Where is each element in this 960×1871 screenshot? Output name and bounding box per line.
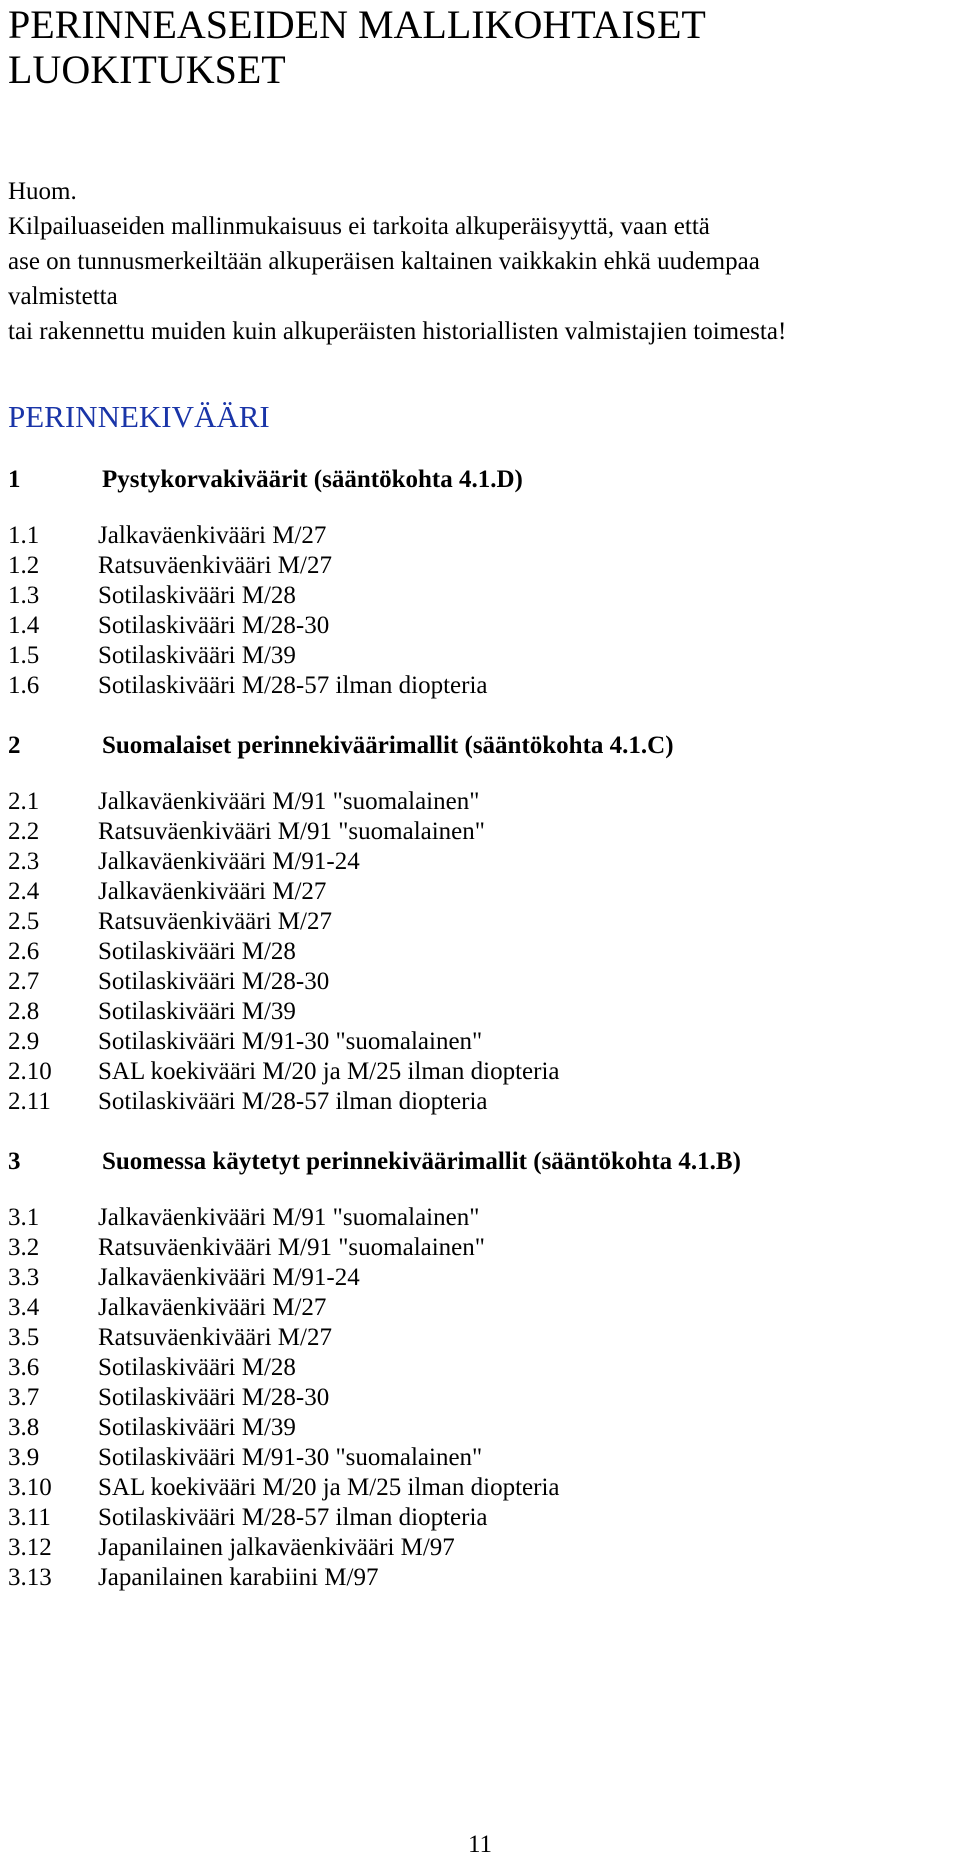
rifle-model-list	[8, 1203, 948, 1593]
item-number: 3.4	[8, 1294, 40, 1321]
item-text: Japanilainen jalkaväenkivääri M/97	[98, 1534, 455, 1561]
item-text: Sotilaskivääri M/28-30	[98, 612, 330, 639]
list-item	[8, 1563, 948, 1593]
item-number: 3.11	[8, 1504, 51, 1531]
item-text: Sotilaskivääri M/39	[98, 1414, 296, 1441]
item-number: 1.5	[8, 642, 40, 669]
list-item	[8, 1413, 948, 1443]
item-text: Ratsuväenkivääri M/27	[98, 552, 332, 579]
list-item	[8, 1323, 948, 1353]
list-item	[8, 551, 948, 581]
item-text: Ratsuväenkivääri M/27	[98, 1324, 332, 1351]
item-text: Sotilaskivääri M/28-57 ilman diopteria	[98, 672, 488, 699]
section-number: 3	[8, 1148, 21, 1175]
section-heading	[8, 462, 948, 497]
item-text: Sotilaskivääri M/28-30	[98, 968, 330, 995]
item-number: 3.5	[8, 1324, 40, 1351]
rifle-model-list	[8, 787, 948, 1117]
list-item	[8, 641, 948, 671]
item-text: Ratsuväenkivääri M/27	[98, 908, 332, 935]
item-number: 2.2	[8, 818, 40, 845]
item-number: 1.4	[8, 612, 40, 639]
list-item	[8, 581, 948, 611]
list-item	[8, 1443, 948, 1473]
item-number: 3.7	[8, 1384, 40, 1411]
item-text: Ratsuväenkivääri M/91 "suomalainen"	[98, 818, 485, 845]
item-text: Sotilaskivääri M/28-57 ilman diopteria	[98, 1088, 488, 1115]
list-item	[8, 907, 948, 937]
item-text: Sotilaskivääri M/91-30 "suomalainen"	[98, 1444, 483, 1471]
list-item	[8, 1383, 948, 1413]
rifle-model-list	[8, 521, 948, 701]
item-text: Ratsuväenkivääri M/91 "suomalainen"	[98, 1234, 485, 1261]
item-number: 2.4	[8, 878, 40, 905]
section-heading-text: Suomalaiset perinnekiväärimallit (sääntökohta 4.1.C)	[102, 732, 674, 759]
item-text: SAL koekivääri M/20 ja M/25 ilman diopteria	[98, 1058, 560, 1085]
item-number: 1.1	[8, 522, 40, 549]
item-text: Jalkaväenkivääri M/27	[98, 878, 327, 905]
item-text: Sotilaskivääri M/28	[98, 582, 296, 609]
item-number: 3.3	[8, 1264, 40, 1291]
list-item	[8, 1233, 948, 1263]
list-item	[8, 1057, 948, 1087]
note-line-2: ase on tunnusmerkeiltään alkuperäisen kaltainen vaikkakin ehkä uudempaa	[8, 248, 760, 275]
list-item	[8, 967, 948, 997]
item-text: Sotilaskivääri M/28	[98, 938, 296, 965]
item-number: 2.8	[8, 998, 40, 1025]
item-number: 1.3	[8, 582, 40, 609]
item-number: 2.9	[8, 1028, 40, 1055]
list-item	[8, 611, 948, 641]
item-number: 3.9	[8, 1444, 40, 1471]
page-number: 11	[467, 1831, 493, 1858]
category-subtitle: PERINNEKIVÄÄRI	[8, 399, 270, 434]
item-text: Japanilainen karabiini M/97	[98, 1564, 379, 1591]
list-item	[8, 1263, 948, 1293]
item-text: Sotilaskivääri M/39	[98, 642, 296, 669]
item-number: 3.12	[8, 1534, 52, 1561]
list-item	[8, 787, 948, 817]
note-line-1: Kilpailuaseiden mallinmukaisuus ei tarkoita alkuperäisyyttä, vaan että	[8, 213, 710, 240]
page-title-line-1: PERINNEASEIDEN MALLIKOHTAISET	[8, 2, 706, 47]
item-text: Sotilaskivääri M/28-57 ilman diopteria	[98, 1504, 488, 1531]
item-number: 3.13	[8, 1564, 52, 1591]
item-number: 2.7	[8, 968, 40, 995]
list-item	[8, 877, 948, 907]
item-text: Jalkaväenkivääri M/91 "suomalainen"	[98, 1204, 480, 1231]
item-text: Jalkaväenkivääri M/91 "suomalainen"	[98, 788, 480, 815]
item-text: Jalkaväenkivääri M/91-24	[98, 848, 360, 875]
list-item	[8, 1027, 948, 1057]
item-text: Sotilaskivääri M/28	[98, 1354, 296, 1381]
list-item	[8, 997, 948, 1027]
item-text: Jalkaväenkivääri M/91-24	[98, 1264, 360, 1291]
item-number: 2.6	[8, 938, 40, 965]
sections-container	[8, 462, 948, 1593]
list-item	[8, 671, 948, 701]
section-heading	[8, 1144, 948, 1179]
item-text: Jalkaväenkivääri M/27	[98, 522, 327, 549]
list-item	[8, 1087, 948, 1117]
item-number: 3.1	[8, 1204, 40, 1231]
item-number: 2.1	[8, 788, 40, 815]
note-label: Huom.	[8, 178, 77, 205]
section-heading	[8, 728, 948, 763]
item-text: Jalkaväenkivääri M/27	[98, 1294, 327, 1321]
document-page	[8, 0, 948, 1593]
item-number: 3.2	[8, 1234, 40, 1261]
list-item	[8, 1203, 948, 1233]
item-number: 1.2	[8, 552, 40, 579]
list-item	[8, 1533, 948, 1563]
section-3	[8, 1144, 948, 1593]
item-text: Sotilaskivääri M/91-30 "suomalainen"	[98, 1028, 483, 1055]
list-item	[8, 1503, 948, 1533]
item-number: 3.10	[8, 1474, 52, 1501]
section-number: 2	[8, 732, 21, 759]
note-line-3: valmistetta	[8, 283, 118, 310]
list-item	[8, 521, 948, 551]
item-text: Sotilaskivääri M/28-30	[98, 1384, 330, 1411]
item-number: 3.6	[8, 1354, 40, 1381]
list-item	[8, 847, 948, 877]
note-block	[8, 174, 948, 349]
item-number: 2.11	[8, 1088, 51, 1115]
section-heading-text: Pystykorvakiväärit (sääntökohta 4.1.D)	[102, 466, 523, 493]
page-title-line-2: LUOKITUKSET	[8, 47, 286, 92]
page-title	[8, 0, 948, 92]
section-2	[8, 728, 948, 1117]
section-heading-text: Suomessa käytetyt perinnekiväärimallit (sääntökohta 4.1.B)	[102, 1148, 741, 1175]
item-text: SAL koekivääri M/20 ja M/25 ilman diopteria	[98, 1474, 560, 1501]
list-item	[8, 817, 948, 847]
list-item	[8, 1353, 948, 1383]
item-number: 3.8	[8, 1414, 40, 1441]
list-item	[8, 937, 948, 967]
list-item	[8, 1293, 948, 1323]
item-number: 2.10	[8, 1058, 52, 1085]
item-number: 2.5	[8, 908, 40, 935]
note-line-4: tai rakennettu muiden kuin alkuperäisten historiallisten valmistajien toimesta!	[8, 318, 787, 345]
section-1	[8, 462, 948, 701]
item-number: 1.6	[8, 672, 40, 699]
item-number: 2.3	[8, 848, 40, 875]
item-text: Sotilaskivääri M/39	[98, 998, 296, 1025]
list-item	[8, 1473, 948, 1503]
section-number: 1	[8, 466, 21, 493]
